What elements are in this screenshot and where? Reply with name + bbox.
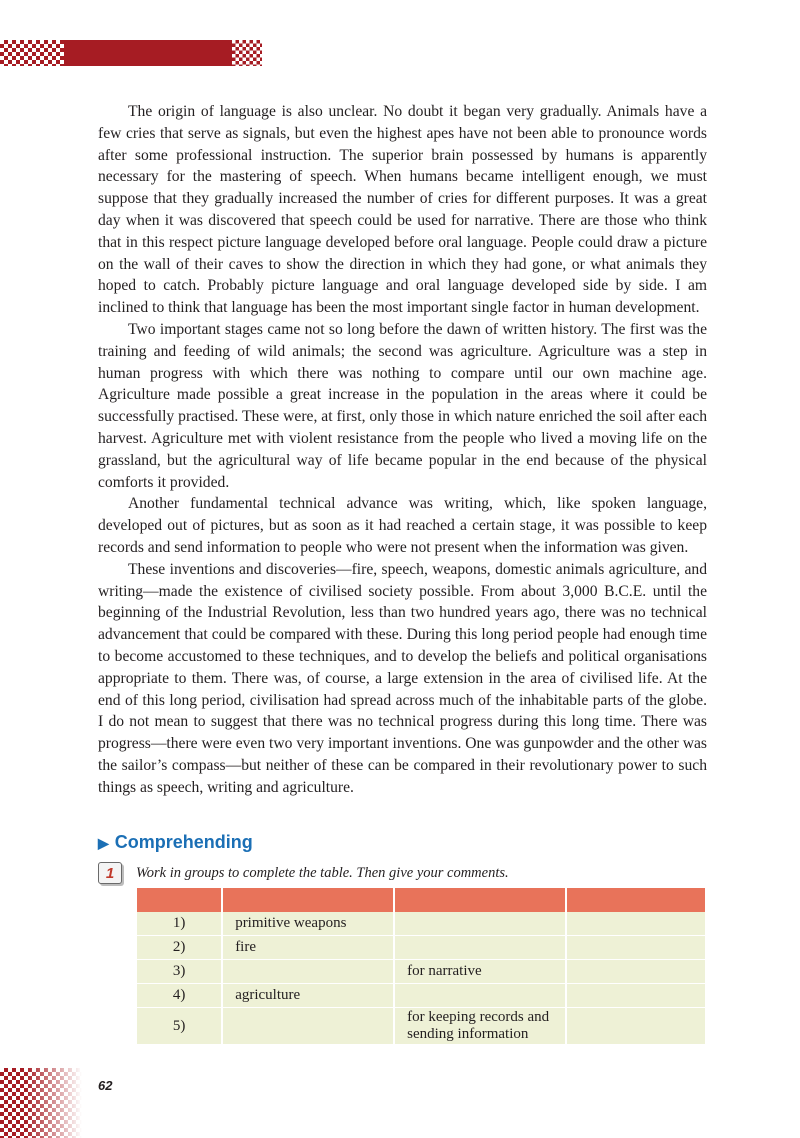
table-cell[interactable] (566, 984, 705, 1008)
table-cell[interactable] (566, 912, 705, 936)
header-bar (64, 40, 232, 66)
table-header-cell (137, 888, 222, 912)
paragraph-2: Two important stages came not so long before the dawn of written history. The first was the training and feeding of wild animals; the second was agriculture. Agriculture was a step in human progress with which there was nothing to compare until our own machine age. Agriculture made possible a great increase in the population in the areas where it could be successfully practised. These were, at first, only those in which nature enriched the soil after each harvest. Agriculture met with violent resistance from the people who lived a moving life on the grassland, but the agricultural way of life became popular in the end because of the physical comforts it provided. (98, 320, 707, 491)
table-cell[interactable]: for keeping records and sending information (394, 1008, 566, 1045)
page-number: 62 (98, 1078, 113, 1093)
table-row (137, 1008, 705, 1045)
row-number: 2) (137, 936, 222, 960)
exercise-instruction: Work in groups to complete the table. Then give your comments. (136, 864, 509, 881)
exercise-number-badge (98, 862, 122, 884)
table-cell[interactable]: for narrative (394, 960, 566, 984)
table-header-row (137, 888, 705, 912)
footer-pixel-decoration (0, 1068, 82, 1138)
table-cell[interactable] (222, 1008, 394, 1045)
table-header-cell (394, 888, 566, 912)
table-row (137, 984, 705, 1008)
table-cell[interactable]: fire (222, 936, 394, 960)
row-number: 1) (137, 912, 222, 936)
pixel-pattern-right (232, 40, 262, 66)
table-header-cell (222, 888, 394, 912)
paragraph-1: The origin of language is also unclear. No doubt it began very gradually. Animals have a few cries that serve as signals, but even the highest apes have not been able to pronounce words after some professional instruction. The superior brain possessed by humans is apparently necessary for the mastering of speech. When humans became intelligent enough, we must suppose that they gradually increased the number of cries for different purposes. It was a great day when it was discovered that speech could be used for narrative. There are those who think that in this respect picture language developed before oral language. People could draw a picture on the wall of their caves to show the direction in which they had gone, or what animals they hoped to catch. Probably picture language and oral language developed side by side. I am inclined to think that language has been the most important single factor in human development. (98, 103, 707, 317)
row-number: 4) (137, 984, 222, 1008)
paragraph-4: These inventions and discoveries—fire, speech, weapons, domestic animals agriculture, and writing—made the existence of civilised society possible. From about 3,000 B.C.E. until the beginning of the Industrial Revolution, less than two hundred years ago, there was no technical advancement that could be compared with these. During this long period people had enough time to become accustomed to these techniques, and to develop the beliefs and political organisations appropriate to them. There was, of course, a large extension in the area of civilised life. At the end of this long period, civilisation had spread across much of the inhabitable parts of the globe. I do not mean to suggest that there was no technical progress during this long time. There was progress—there were even two very important inventions. One was gunpowder and the other was the sailor’s compass—but neither of these can be compared in their revolutionary power to such things as speech, writing and agriculture. (98, 560, 707, 796)
exercise-number: 1 (105, 864, 115, 882)
section-heading (98, 832, 253, 853)
table-cell[interactable] (394, 936, 566, 960)
header-decoration (0, 40, 262, 66)
exercise-instruction-line (98, 862, 509, 884)
paragraph-3: Another fundamental technical advance was writing, which, like spoken language, developed out of pictures, but as soon as it had reached a certain stage, it was possible to keep records and send information to people who were not present when the information was given. (98, 495, 707, 556)
table-row (137, 960, 705, 984)
table-header-cell (566, 888, 705, 912)
reading-passage (98, 101, 707, 799)
table-cell[interactable] (222, 960, 394, 984)
table-cell[interactable] (394, 912, 566, 936)
section-title: Comprehending (114, 832, 253, 852)
pixel-pattern-left (0, 40, 64, 66)
table-cell[interactable] (566, 1008, 705, 1045)
row-number: 5) (137, 1008, 222, 1045)
table-row (137, 912, 705, 936)
table-cell[interactable]: primitive weapons (222, 912, 394, 936)
table-cell[interactable] (394, 984, 566, 1008)
table-cell[interactable] (566, 960, 705, 984)
table-row (137, 936, 705, 960)
table-cell[interactable] (566, 936, 705, 960)
comprehension-table (137, 888, 705, 1045)
row-number: 3) (137, 960, 222, 984)
play-arrow-icon: ▶ (98, 835, 109, 851)
table-cell[interactable]: agriculture (222, 984, 394, 1008)
